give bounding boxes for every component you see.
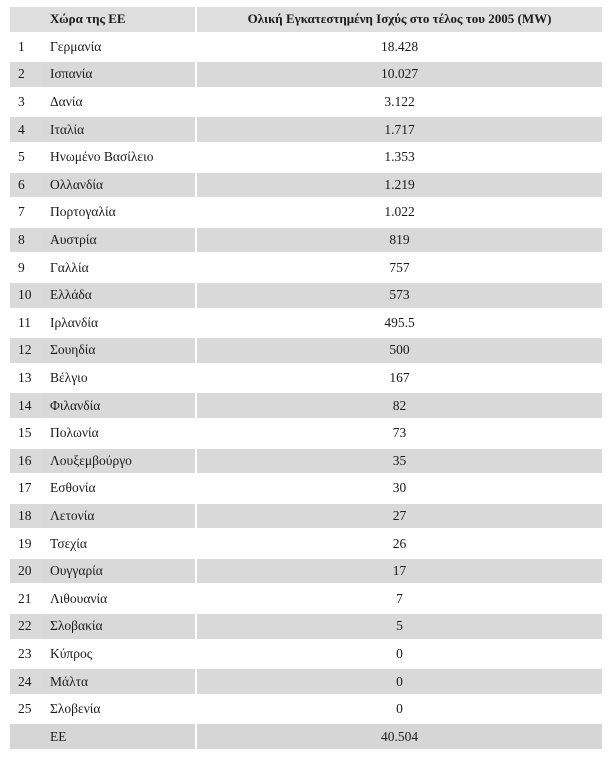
table-row: [10, 476, 602, 501]
cell-num: 20: [10, 559, 42, 584]
cell-country: Ισπανία: [42, 62, 195, 87]
cell-num: 3: [10, 90, 42, 115]
cell-num: 5: [10, 145, 42, 170]
cell-country: Μάλτα: [42, 669, 195, 694]
cell-value: 757: [195, 255, 602, 280]
cell-num: 25: [10, 697, 42, 722]
cell-num: 4: [10, 117, 42, 142]
cell-value: 17: [195, 559, 602, 584]
table-row: [10, 421, 602, 446]
table-row: [10, 145, 602, 170]
cell-num: 14: [10, 393, 42, 418]
cell-value: 495.5: [195, 311, 602, 336]
cell-value: 26: [195, 531, 602, 556]
cell-value: 10.027: [195, 62, 602, 87]
cell-country: Δανία: [42, 90, 195, 115]
cell-country: Σλοβακία: [42, 614, 195, 639]
cell-value: 73: [195, 421, 602, 446]
cell-country: Φιλανδία: [42, 393, 195, 418]
table-row: [10, 504, 602, 529]
cell-num: 6: [10, 173, 42, 198]
cell-value: 1.022: [195, 200, 602, 225]
total-value: 40.504: [195, 724, 602, 749]
cell-country: Τσεχία: [42, 531, 195, 556]
cell-country: Σουηδία: [42, 338, 195, 363]
cell-country: Ολλανδία: [42, 173, 195, 198]
cell-num: 23: [10, 642, 42, 667]
cell-country: Πορτογαλία: [42, 200, 195, 225]
capacity-table: [10, 4, 602, 752]
total-row: [10, 724, 602, 749]
total-country: ΕΕ: [42, 724, 195, 749]
cell-country: Λετονία: [42, 504, 195, 529]
cell-value: 7: [195, 586, 602, 611]
cell-num: 2: [10, 62, 42, 87]
cell-num: 21: [10, 586, 42, 611]
cell-country: Ιταλία: [42, 117, 195, 142]
cell-num: 8: [10, 228, 42, 253]
cell-num: 18: [10, 504, 42, 529]
cell-country: Πολωνία: [42, 421, 195, 446]
cell-value: 82: [195, 393, 602, 418]
cell-num: 22: [10, 614, 42, 639]
table-header-row: [10, 7, 602, 32]
cell-num: 19: [10, 531, 42, 556]
table-row: [10, 393, 602, 418]
cell-value: 35: [195, 449, 602, 474]
cell-value: 30: [195, 476, 602, 501]
cell-value: 1.353: [195, 145, 602, 170]
cell-value: 0: [195, 669, 602, 694]
table-row: [10, 255, 602, 280]
table-row: [10, 586, 602, 611]
cell-value: 573: [195, 283, 602, 308]
cell-value: 500: [195, 338, 602, 363]
header-country: Χώρα της ΕΕ: [42, 7, 195, 32]
cell-country: Σλοβενία: [42, 697, 195, 722]
cell-value: 0: [195, 642, 602, 667]
cell-num: 24: [10, 669, 42, 694]
table-row: [10, 117, 602, 142]
cell-num: 13: [10, 366, 42, 391]
cell-country: Λουξεμβούργο: [42, 449, 195, 474]
table-row: [10, 531, 602, 556]
table-row: [10, 228, 602, 253]
cell-country: Αυστρία: [42, 228, 195, 253]
table-row: [10, 614, 602, 639]
cell-num: 10: [10, 283, 42, 308]
table-row: [10, 62, 602, 87]
cell-value: 18.428: [195, 35, 602, 60]
cell-value: 3.122: [195, 90, 602, 115]
cell-num: 9: [10, 255, 42, 280]
table-row: [10, 173, 602, 198]
cell-country: Γερμανία: [42, 35, 195, 60]
cell-country: Βέλγιο: [42, 366, 195, 391]
cell-country: Ελλάδα: [42, 283, 195, 308]
cell-value: 819: [195, 228, 602, 253]
cell-value: 27: [195, 504, 602, 529]
table-row: [10, 559, 602, 584]
table-row: [10, 90, 602, 115]
cell-value: 0: [195, 697, 602, 722]
cell-num: 7: [10, 200, 42, 225]
table-row: [10, 311, 602, 336]
cell-country: Ηνωμένο Βασίλειο: [42, 145, 195, 170]
cell-num: 12: [10, 338, 42, 363]
cell-value: 5: [195, 614, 602, 639]
cell-value: 1.717: [195, 117, 602, 142]
table-row: [10, 642, 602, 667]
table-row: [10, 697, 602, 722]
cell-num: 1: [10, 35, 42, 60]
table-row: [10, 338, 602, 363]
cell-num: 11: [10, 311, 42, 336]
table-row: [10, 366, 602, 391]
cell-country: Εσθονία: [42, 476, 195, 501]
cell-country: Λιθουανία: [42, 586, 195, 611]
cell-country: Ουγγαρία: [42, 559, 195, 584]
table-row: [10, 35, 602, 60]
table-row: [10, 669, 602, 694]
table-row: [10, 283, 602, 308]
header-capacity: Ολική Εγκατεστημένη Ισχύς στο τέλος του 2005 (MW): [195, 7, 602, 32]
header-number: [10, 7, 42, 32]
cell-num: 15: [10, 421, 42, 446]
total-num: [10, 724, 42, 749]
cell-num: 17: [10, 476, 42, 501]
cell-value: 167: [195, 366, 602, 391]
cell-num: 16: [10, 449, 42, 474]
cell-value: 1.219: [195, 173, 602, 198]
table-body: [10, 35, 602, 749]
cell-country: Ιρλανδία: [42, 311, 195, 336]
cell-country: Γαλλία: [42, 255, 195, 280]
table-row: [10, 449, 602, 474]
table-row: [10, 200, 602, 225]
cell-country: Κύπρος: [42, 642, 195, 667]
